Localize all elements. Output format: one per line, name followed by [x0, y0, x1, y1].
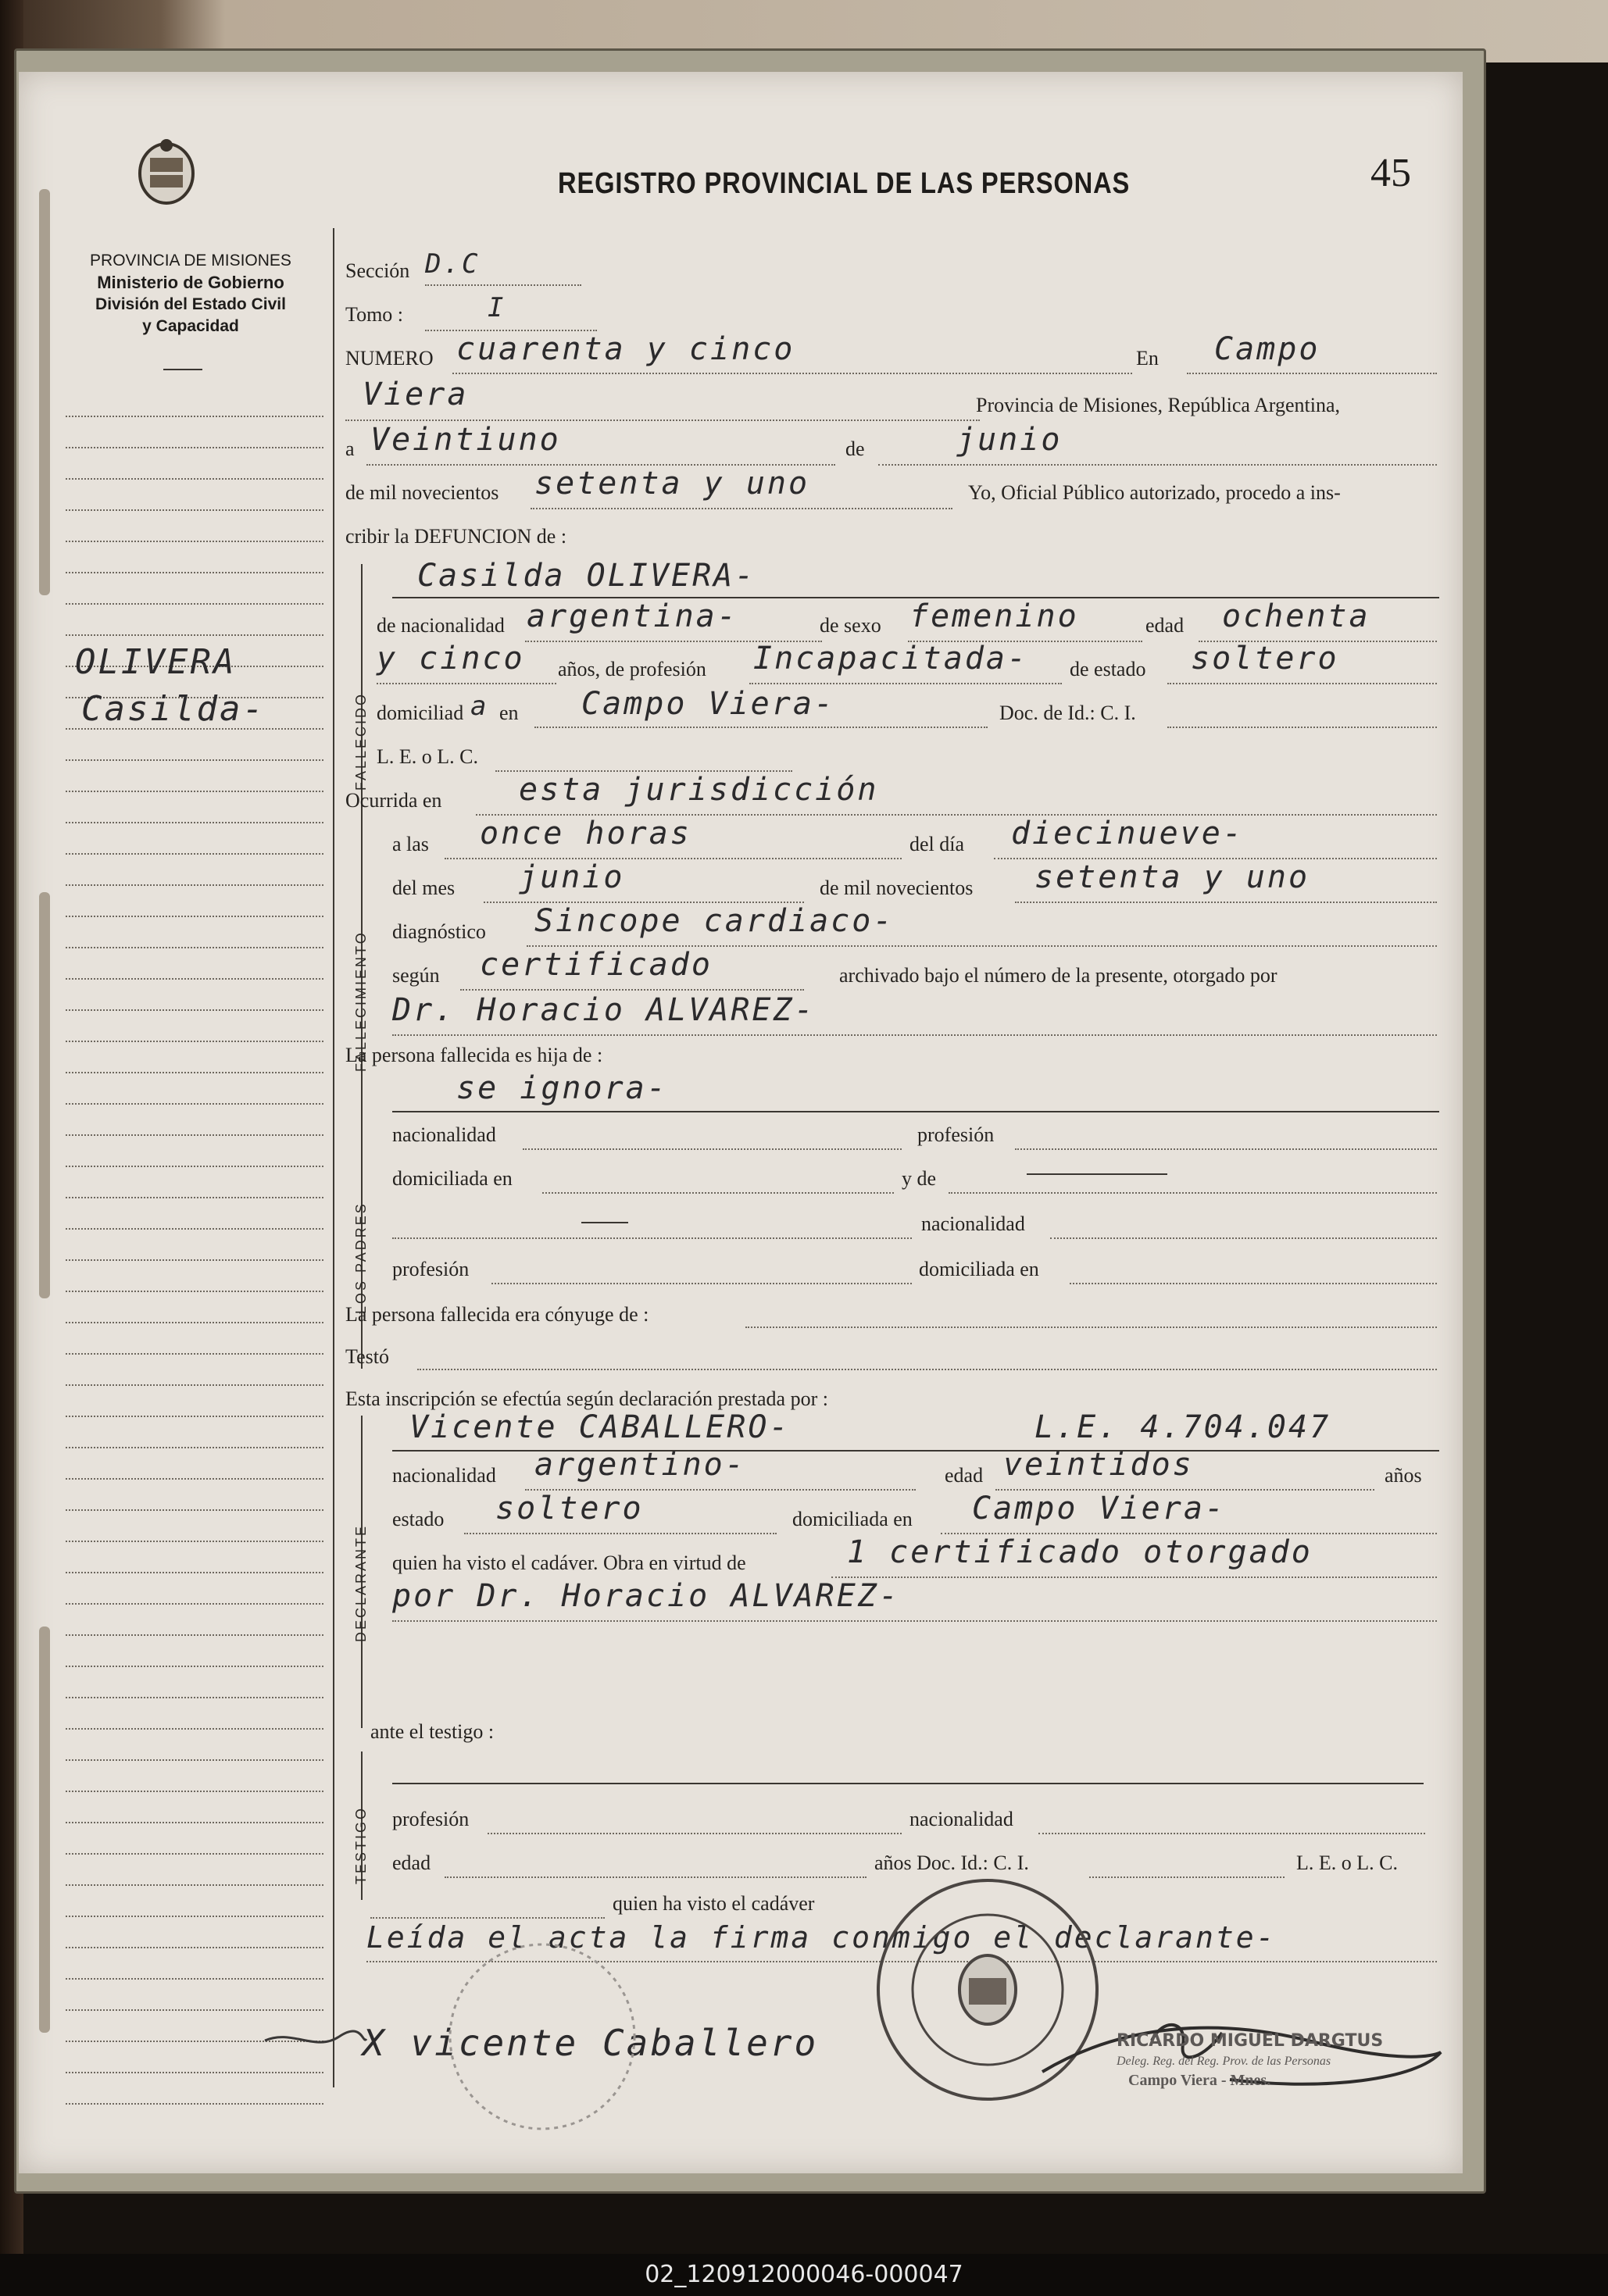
margin-surname: OLIVERA [75, 642, 237, 682]
mes-label: del mes [392, 877, 456, 899]
domicilio-suffix: a [470, 691, 489, 722]
segun-value: certificado [480, 947, 713, 983]
tomo-value: I [488, 292, 506, 323]
diagnostico-value: Sincope cardiaco- [534, 903, 895, 939]
testigo-ante-label: ante el testigo : [370, 1720, 495, 1743]
header-rule [163, 369, 202, 370]
binding-hole [39, 1626, 50, 2033]
anio-value: setenta y uno [1034, 859, 1310, 895]
deceased-name: Casilda OLIVERA- [417, 558, 756, 594]
domicilio-value: Campo Viera- [581, 686, 835, 722]
madre-nacionalidad-label: nacionalidad [921, 1212, 1025, 1235]
capacity-label: y Capacidad [142, 317, 239, 335]
doctor-value: Dr. Horacio ALVAREZ- [392, 992, 816, 1028]
register-page [19, 72, 1463, 2173]
declarante-nacionalidad-value: argentino- [534, 1447, 746, 1483]
profesion-value: Incapacitada- [753, 641, 1029, 677]
conyuge-label: La persona fallecida era cónyuge de : [345, 1303, 649, 1326]
file-id: 02_120912000046-000047 [645, 2261, 963, 2288]
diagnostico-label: diagnóstico [392, 920, 486, 943]
ocurrida-value: esta jurisdicción [519, 772, 879, 808]
binding-holes [39, 72, 53, 2173]
testigo-nacionalidad-label: nacionalidad [909, 1808, 1013, 1830]
seccion-value: D.C [425, 248, 481, 280]
year-label: de mil novecientos [345, 481, 499, 504]
tomo-label: Tomo : [345, 303, 404, 326]
en-label: En [1136, 347, 1159, 370]
sexo-label: de sexo [820, 614, 881, 637]
testigo-visto-label: quien ha visto el cadáver [613, 1892, 815, 1915]
scribble-mark [261, 2025, 370, 2056]
fallecimiento-section-label: FALLECIMIENTO [353, 930, 369, 1072]
declarante-signature: X vicente Caballero [363, 2022, 819, 2064]
le-lc-label: L. E. o L. C. [377, 745, 478, 768]
padre-domicilio-label: domiciliada en [392, 1167, 513, 1190]
anio-label: de mil novecientos [820, 877, 974, 899]
testo-label: Testó [345, 1345, 389, 1368]
testigo-profesion-label: profesión [392, 1808, 470, 1830]
declarante-name: Vicente CABALLERO- [409, 1409, 791, 1445]
declarante-domicilio-label: domiciliada en [792, 1508, 913, 1530]
estado-label: de estado [1070, 658, 1146, 680]
province-label: PROVINCIA DE MISIONES [90, 252, 291, 270]
archivado-text: archivado bajo el número de la presente, otorgado por [839, 964, 1277, 987]
ministry-label: Ministerio de Gobierno [97, 273, 284, 292]
visto-obra-label: quien ha visto el cadáver. Obra en virtud de [392, 1551, 746, 1574]
alas-label: a las [392, 833, 429, 855]
seccion-label: Sección [345, 259, 410, 282]
dia-value: diecinueve- [1011, 816, 1244, 852]
madre-domicilio-label: domiciliada en [919, 1258, 1039, 1280]
sexo-value: femenino [909, 598, 1079, 634]
nacionalidad-label: de nacionalidad [377, 614, 505, 637]
estado-value: soltero [1191, 641, 1339, 677]
declarante-edad-label: edad [945, 1464, 984, 1487]
month-value: junio [956, 422, 1063, 458]
testigo-anios-doc-label: años Doc. Id.: C. I. [874, 1851, 1029, 1874]
page-title: REGISTRO PROVINCIAL DE LAS PERSONAS [558, 167, 1131, 200]
place-value: Campo [1214, 331, 1320, 367]
virtud-value: 1 certificado otorgado [847, 1534, 1313, 1570]
hora-value: once horas [480, 816, 691, 852]
division-label: División del Estado Civil [95, 295, 286, 313]
officer-role: Deleg. Reg. del Reg. Prov. de las Personas [1117, 2055, 1331, 2068]
declarante-document: L.E. 4.704.047 [1034, 1409, 1331, 1445]
place-continuation: Viera [363, 377, 469, 412]
year-value: setenta y uno [534, 466, 810, 502]
a-label: a [345, 437, 355, 460]
mes-value: junio [519, 859, 625, 895]
hija-value: se ignora- [456, 1070, 668, 1106]
officer-place: Campo Viera - Mnes. [1128, 2072, 1271, 2089]
ymadre-label: y de [902, 1167, 937, 1190]
numero-value: cuarenta y cinco [456, 331, 795, 367]
testigo-section-label: TESTIGO [353, 1805, 369, 1884]
declarante-section-label: DECLARANTE [353, 1523, 369, 1642]
margin-given-name: Casilda- [81, 689, 266, 729]
officer-name: RICARDO MIGUEL DARGTUS [1117, 2031, 1384, 2051]
edad-value: ochenta [1222, 598, 1370, 634]
faint-seal-icon [445, 1939, 640, 2134]
ministry-header [66, 250, 316, 337]
numero-label: NUMERO [345, 347, 434, 370]
domicilio-label: domiciliad [377, 702, 464, 724]
declarante-estado-value: soltero [495, 1491, 644, 1527]
hija-label: La persona fallecida es hija de : [345, 1044, 603, 1066]
declarante-nacionalidad-label: nacionalidad [392, 1464, 496, 1487]
edad-continuation: y cinco [377, 641, 525, 677]
fallecido-section-label: FALLECIDO [353, 691, 369, 791]
official-text: Yo, Oficial Público autorizado, procedo a ins- [968, 481, 1341, 504]
anios-profesion-label: años, de profesión [558, 658, 706, 680]
domicilio-en-label: en [499, 702, 519, 724]
page-number: 45 [1370, 151, 1411, 195]
dia-label: del día [909, 833, 965, 855]
binding-hole [39, 189, 50, 595]
leida-statement: Leída el acta la firma conmigo el declarante- [366, 1920, 1277, 1955]
nacionalidad-value: argentina- [527, 598, 738, 634]
coat-of-arms-icon [134, 134, 198, 209]
binding-hole [39, 892, 50, 1298]
declarante-anios-label: años [1385, 1464, 1422, 1487]
edad-label: edad [1145, 614, 1185, 637]
testigo-le-lc-label: L. E. o L. C. [1296, 1851, 1398, 1874]
segun-label: según [392, 964, 440, 987]
ocurrida-label: Ocurrida en [345, 789, 442, 812]
padres-section-label: LOS PADRES [353, 1202, 369, 1314]
padre-profesion-label: profesión [917, 1123, 995, 1146]
de-label: de [845, 437, 865, 460]
declarante-edad-value: veintidos [1003, 1447, 1194, 1483]
virtud-continuation: por Dr. Horacio ALVAREZ- [392, 1578, 900, 1614]
madre-profesion-label: profesión [392, 1258, 470, 1280]
file-id-footer [0, 2254, 1608, 2296]
padre-nacionalidad-label: nacionalidad [392, 1123, 496, 1146]
doc-id-label: Doc. de Id.: C. I. [999, 702, 1136, 724]
province-text: Provincia de Misiones, República Argentina, [976, 394, 1340, 416]
inscribir-label: cribir la DEFUNCION de : [345, 525, 567, 548]
declarante-estado-label: estado [392, 1508, 445, 1530]
declaracion-label: Esta inscripción se efectúa según declaración prestada por : [345, 1387, 828, 1410]
margin-divider [333, 228, 334, 2087]
testigo-edad-label: edad [392, 1851, 431, 1874]
declarante-domicilio-value: Campo Viera- [972, 1491, 1226, 1527]
day-value: Veintiuno [370, 422, 561, 458]
